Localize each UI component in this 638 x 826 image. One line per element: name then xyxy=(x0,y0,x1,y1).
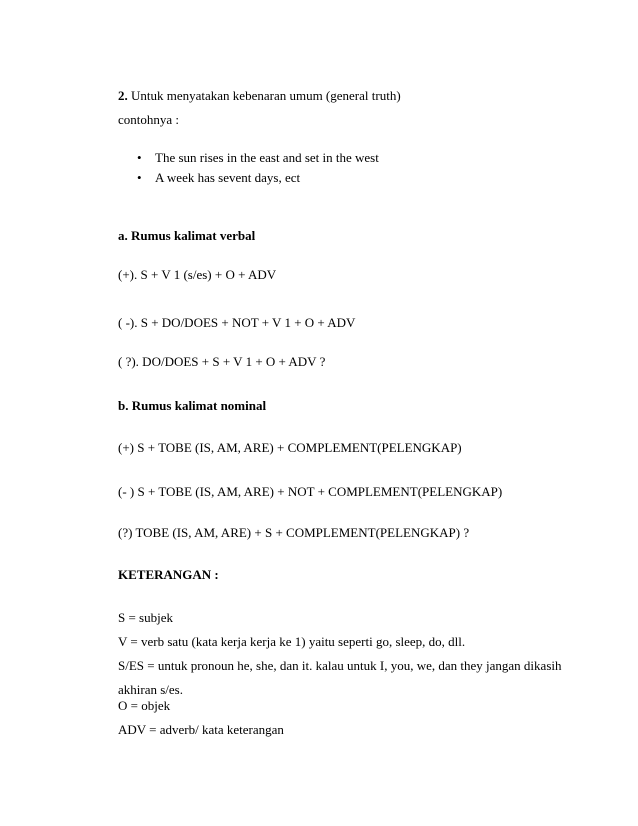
section-heading-text: Untuk menyatakan kebenaran umum (general truth) xyxy=(127,88,401,103)
examples-intro: contohnya : xyxy=(118,112,180,127)
bullet-icon: • xyxy=(137,150,142,165)
nominal-question-formula: (?) TOBE (IS, AM, ARE) + S + COMPLEMENT(PELENGKAP) ? xyxy=(118,525,470,540)
verbal-negative-formula: ( -). S + DO/DOES + NOT + V 1 + O + ADV xyxy=(118,315,356,330)
keterangan-line: ADV = adverb/ kata keterangan xyxy=(118,722,284,737)
keterangan-line: V = verb satu (kata kerja kerja ke 1) yaitu seperti go, sleep, do, dll. xyxy=(118,634,466,649)
verbal-formula-heading: a. Rumus kalimat verbal xyxy=(118,228,256,243)
verbal-question-formula: ( ?). DO/DOES + S + V 1 + O + ADV ? xyxy=(118,354,326,369)
section-number: 2. xyxy=(118,88,128,103)
keterangan-line: S = subjek xyxy=(118,610,174,625)
keterangan-line: akhiran s/es. xyxy=(118,682,183,697)
verbal-positive-formula: (+). S + V 1 (s/es) + O + ADV xyxy=(118,267,277,282)
nominal-negative-formula: (- ) S + TOBE (IS, AM, ARE) + NOT + COMPLEMENT(PELENGKAP) xyxy=(118,484,503,499)
keterangan-line: S/ES = untuk pronoun he, she, dan it. kalau untuk I, you, we, dan they jangan dikasih xyxy=(118,658,562,673)
list-item: The sun rises in the east and set in the west xyxy=(155,150,379,165)
bullet-icon: • xyxy=(137,170,142,185)
nominal-formula-heading: b. Rumus kalimat nominal xyxy=(118,398,267,413)
keterangan-heading: KETERANGAN : xyxy=(118,567,219,582)
keterangan-line: O = objek xyxy=(118,698,171,713)
list-item: A week has sevent days, ect xyxy=(155,170,301,185)
section-2-heading xyxy=(118,88,401,104)
nominal-positive-formula: (+) S + TOBE (IS, AM, ARE) + COMPLEMENT(PELENGKAP) xyxy=(118,440,462,455)
